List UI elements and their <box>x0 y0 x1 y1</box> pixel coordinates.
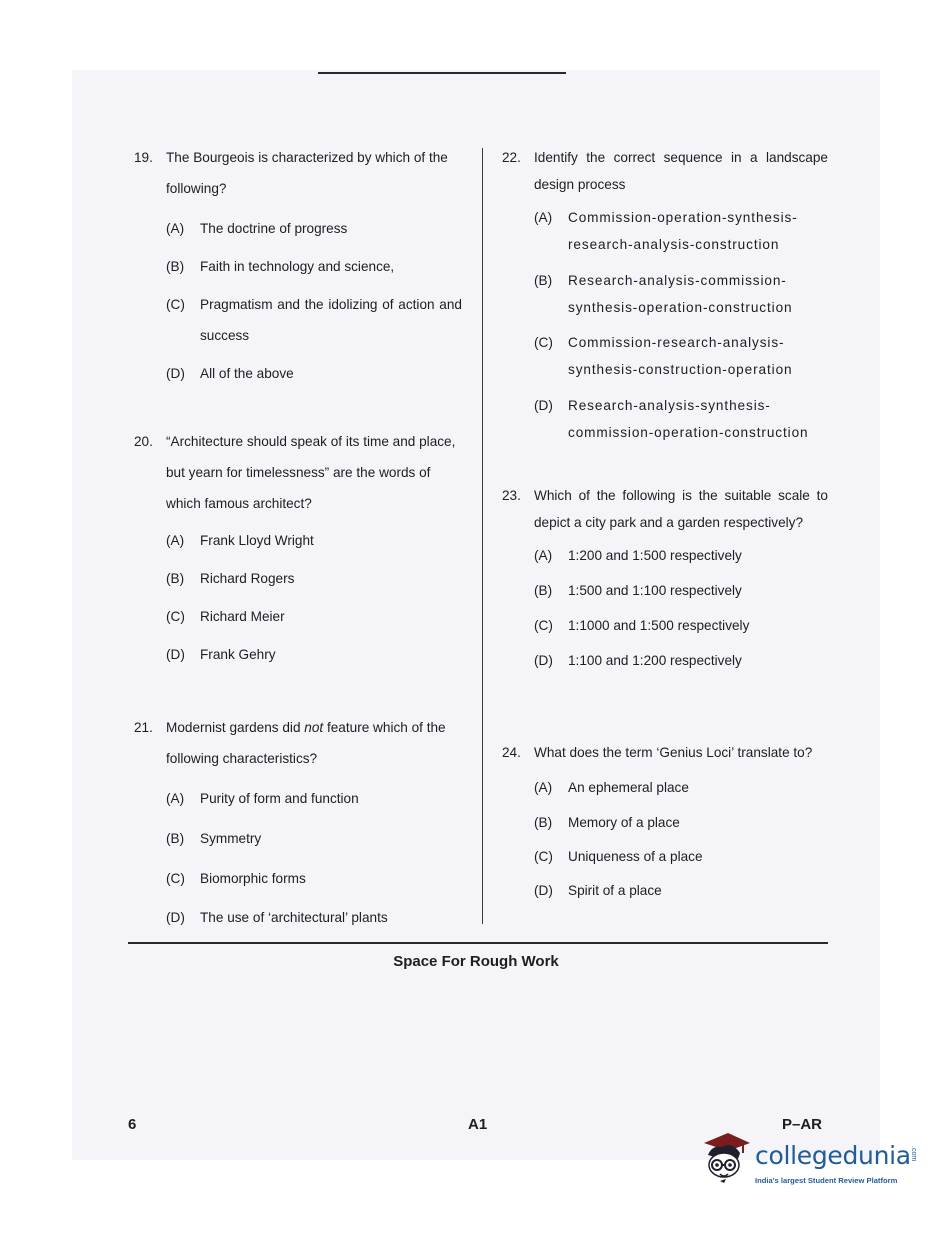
question-number: 23. <box>502 488 521 503</box>
option-text: Richard Meier <box>200 609 285 624</box>
question-24 <box>502 739 828 904</box>
option-letter: (D) <box>166 366 185 381</box>
option-letter: (C) <box>166 871 185 886</box>
option-b <box>166 563 464 594</box>
option-letter: (C) <box>534 618 553 633</box>
question-number: 24. <box>502 745 521 760</box>
option-letter: (C) <box>166 297 185 312</box>
option-text: 1:200 and 1:500 respectively <box>568 548 742 563</box>
option-a <box>534 204 828 258</box>
paper-code: P–AR <box>782 1116 823 1133</box>
question-text <box>166 712 464 774</box>
option-text: Frank Lloyd Wright <box>200 533 314 548</box>
option-letter: (B) <box>534 583 553 598</box>
option-a <box>166 213 462 244</box>
question-21 <box>134 712 464 933</box>
booklet-code: A1 <box>468 1116 488 1133</box>
option-letter: (A) <box>166 533 185 548</box>
question-emphasis: not <box>304 720 324 735</box>
option-text: Research-analysis-synthesis-commission-operation-construction <box>568 398 809 440</box>
question-number: 20. <box>134 434 153 449</box>
option-text: All of the above <box>200 366 294 381</box>
option-text: An ephemeral place <box>568 780 689 795</box>
option-b <box>534 577 828 604</box>
option-text: Spirit of a place <box>568 883 662 898</box>
option-d <box>166 902 464 933</box>
option-letter: (B) <box>166 259 185 274</box>
option-a <box>534 542 828 569</box>
page-number: 6 <box>128 1116 137 1133</box>
option-text: Richard Rogers <box>200 571 295 586</box>
top-rule <box>318 72 566 74</box>
question-text: The Bourgeois is characterized by which of the following? <box>166 150 448 196</box>
option-letter: (D) <box>166 647 185 662</box>
logo-suffix: .com <box>910 1146 917 1162</box>
question-22 <box>502 144 828 446</box>
option-text: The use of ‘architectural’ plants <box>200 910 388 925</box>
option-c <box>534 843 828 870</box>
option-letter: (D) <box>534 398 553 413</box>
option-b <box>534 267 828 321</box>
option-letter: (B) <box>166 571 185 586</box>
option-letter: (A) <box>166 791 185 806</box>
question-20 <box>134 426 464 670</box>
collegedunia-logo <box>698 1133 928 1193</box>
option-letter: (B) <box>534 815 553 830</box>
option-letter: (D) <box>534 883 553 898</box>
option-letter: (A) <box>534 780 553 795</box>
option-text: Research-analysis-commission-synthesis-operation-construction <box>568 273 793 315</box>
question-number: 19. <box>134 150 153 165</box>
column-divider <box>482 148 483 924</box>
option-letter: (B) <box>534 273 553 288</box>
option-c <box>166 601 464 632</box>
option-text: The doctrine of progress <box>200 221 348 236</box>
option-d <box>166 639 464 670</box>
question-19 <box>134 142 462 389</box>
option-letter: (C) <box>534 849 553 864</box>
option-text: Commission-research-analysis-synthesis-construction-operation <box>568 335 793 377</box>
question-number: 22. <box>502 150 521 165</box>
option-text: 1:100 and 1:200 respectively <box>568 653 742 668</box>
option-text: Pragmatism and the idolizing of action and success <box>200 297 462 343</box>
option-d <box>534 877 828 904</box>
option-a <box>534 774 828 801</box>
logo-wordmark: collegedunia <box>755 1141 911 1170</box>
option-letter: (D) <box>166 910 185 925</box>
question-number: 21. <box>134 720 153 735</box>
option-c <box>534 329 828 383</box>
option-c <box>166 289 462 351</box>
option-letter: (B) <box>166 831 185 846</box>
option-c <box>534 612 828 639</box>
question-23 <box>502 482 828 674</box>
option-b <box>166 251 462 282</box>
question-text: “Architecture should speak of its time and place, but yearn for timelessness” are the words of which famous architect? <box>166 434 456 511</box>
option-a <box>166 783 464 814</box>
option-b <box>166 823 464 854</box>
option-letter: (C) <box>534 335 553 350</box>
option-text: Biomorphic forms <box>200 871 306 886</box>
rough-work-label: Space For Rough Work <box>393 953 559 970</box>
option-d <box>166 358 462 389</box>
option-text: Commission-operation-synthesis-research-analysis-construction <box>568 210 798 252</box>
option-letter: (C) <box>166 609 185 624</box>
option-c <box>166 863 464 894</box>
option-letter: (A) <box>534 210 553 225</box>
rough-work-rule <box>128 942 828 944</box>
option-d <box>534 647 828 674</box>
option-text: 1:500 and 1:100 respectively <box>568 583 742 598</box>
option-text: Frank Gehry <box>200 647 276 662</box>
option-letter: (A) <box>166 221 185 236</box>
question-text: Identify the correct sequence in a landscape design process <box>534 150 828 192</box>
option-text: 1:1000 and 1:500 respectively <box>568 618 750 633</box>
option-a <box>166 525 464 556</box>
question-text-part: Modernist gardens did <box>166 720 305 735</box>
option-letter: (D) <box>534 653 553 668</box>
option-text: Symmetry <box>200 831 262 846</box>
option-text: Memory of a place <box>568 815 680 830</box>
option-text: Uniqueness of a place <box>568 849 703 864</box>
option-b <box>534 809 828 836</box>
logo-tagline: India's largest Student Review Platform <box>755 1176 898 1185</box>
option-text: Faith in technology and science, <box>200 259 395 274</box>
option-d <box>534 392 828 446</box>
graduate-mascot-icon <box>698 1129 754 1191</box>
question-text-part: feature which of the following characteristics? <box>166 720 446 766</box>
option-text: Purity of form and function <box>200 791 359 806</box>
question-text: Which of the following is the suitable scale to depict a city park and a garden respectively? <box>534 488 828 530</box>
question-text: What does the term ‘Genius Loci’ translate to? <box>534 745 813 760</box>
option-letter: (A) <box>534 548 553 563</box>
